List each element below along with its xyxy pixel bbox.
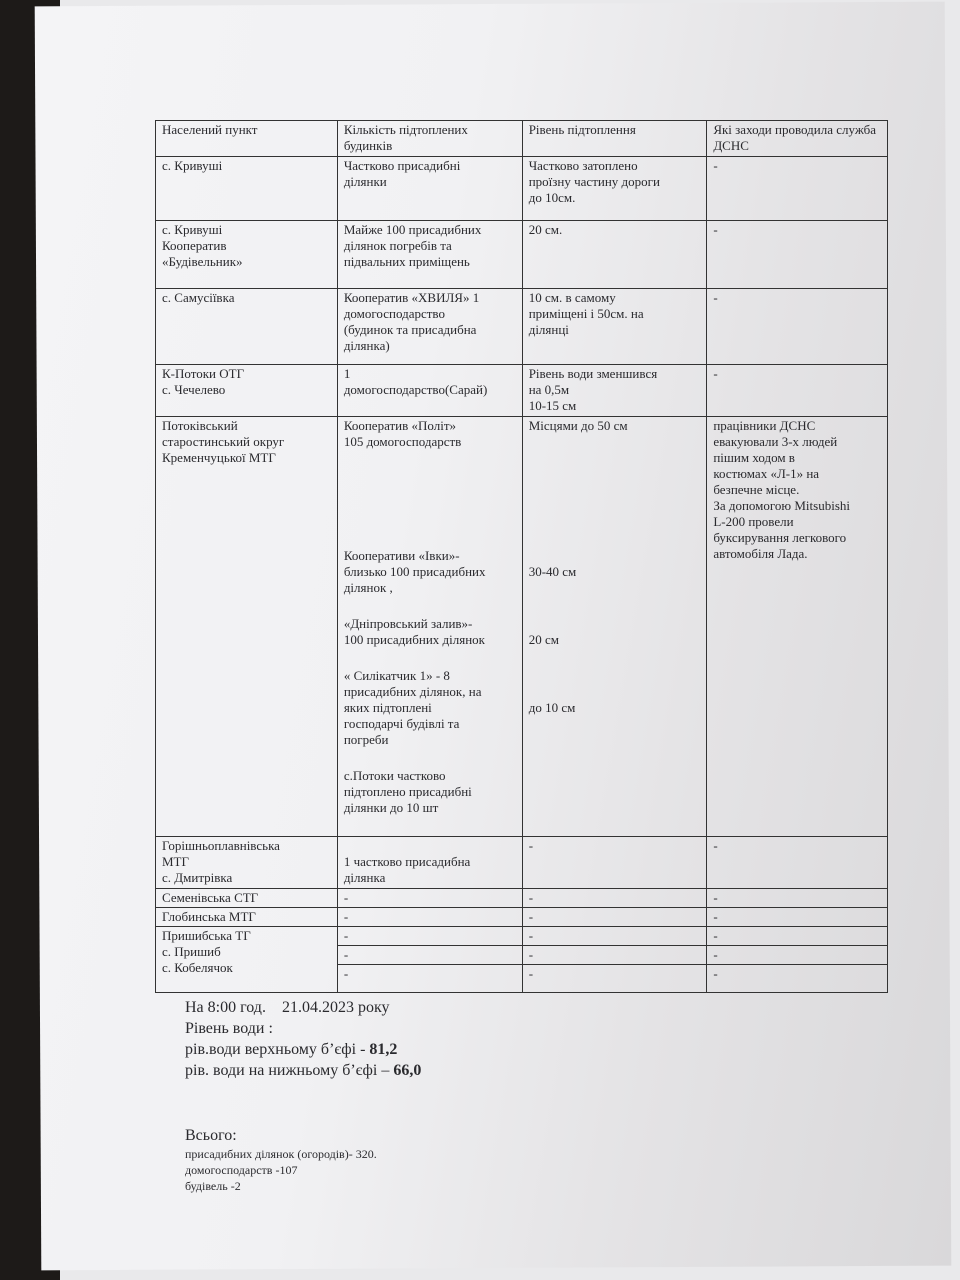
table-row-potoky [156, 417, 888, 837]
cell-level: - [522, 908, 707, 927]
cell-count: Майже 100 присадибних ділянок погребів та підвальних приміщень [337, 221, 522, 289]
lower-level-value: 66,0 [393, 1062, 422, 1079]
header-cell: Які заходи проводила служба ДСНС [707, 121, 888, 157]
cell-actions: - [707, 965, 888, 993]
cell-actions: - [707, 927, 888, 946]
count-block: Кооператив «Політ» 105 домогосподарств [343, 418, 462, 449]
cell-actions: - [707, 889, 888, 908]
header-cell: Кількість підтоплених будинків [337, 121, 522, 157]
upper-level-value: 81,2 [369, 1041, 398, 1058]
cell-place: К-Потоки ОТГ с. Чечелево [156, 365, 338, 417]
table-row [156, 289, 888, 365]
total-buildings: будівель -2 [185, 1179, 241, 1193]
cell-count: 1 домогосподарство(Сарай) [337, 365, 522, 417]
lower-level [185, 1060, 888, 1081]
cell-place: с. Кривуші [156, 157, 338, 221]
cell-actions: - [707, 221, 888, 289]
count-block: Кооперативи «Івки»- близько 100 присадибних ділянок , [343, 548, 486, 595]
count-block: «Дніпровський залив»- 100 присадибних ділянок [343, 616, 485, 647]
table-row [156, 365, 888, 417]
total-households: домогосподарств -107 [185, 1163, 298, 1177]
table-row [156, 221, 888, 289]
cell-actions: - [707, 837, 888, 889]
cell-level: - [522, 927, 707, 946]
level-block: 30-40 см [528, 564, 577, 579]
flood-table [155, 120, 888, 993]
cell-actions: - [707, 157, 888, 221]
cell-place: Глобинська МТГ [156, 908, 338, 927]
upper-level [185, 1039, 888, 1060]
cell-place: Пришибська ТГ с. Пришиб с. Кобелячок [156, 927, 338, 993]
table-row [156, 837, 888, 889]
cell-level: Рівень води зменшився на 0,5м 10-15 см [522, 365, 707, 417]
cell-level: 20 см. [522, 221, 707, 289]
cell-level: - [522, 965, 707, 993]
cell-place: с. Самусіївка [156, 289, 338, 365]
upper-level-label: рів.води верхньому б’єфі - [185, 1041, 370, 1058]
total-plots: присадибних ділянок (огородів)- 320. [185, 1147, 377, 1161]
cell-level: - [522, 889, 707, 908]
cell-count: - [337, 965, 522, 993]
cell-level [522, 417, 707, 837]
cell-count: - [337, 889, 522, 908]
level-block: Місцями до 50 см [528, 418, 628, 433]
document-content [155, 120, 888, 1194]
cell-count [337, 417, 522, 837]
cell-count: Частково присадибні ділянки [337, 157, 522, 221]
water-level-label: Рівень води : [185, 1020, 273, 1037]
cell-count: - [337, 946, 522, 965]
report-time: На 8:00 год. 21.04.2023 року [185, 999, 390, 1016]
lower-level-label: рів. води на нижньому б’єфі – [185, 1062, 394, 1079]
cell-count: - [337, 908, 522, 927]
total-label: Всього: [185, 1127, 237, 1144]
cell-actions: - [707, 289, 888, 365]
cell-place: Потоківський старостинський округ Кременчуцької МТГ [156, 417, 338, 837]
cell-actions: - [707, 365, 888, 417]
table-row [156, 157, 888, 221]
header-cell: Населений пункт [156, 121, 338, 157]
table-header-row [156, 121, 888, 157]
count-block: с.Потоки частково підтоплено присадибні ділянки до 10 шт [343, 768, 472, 815]
level-block: до 10 см [528, 700, 576, 715]
cell-level: 10 см. в самому приміщені і 50см. на ділянці [522, 289, 707, 365]
cell-place: Горішньоплавнівська МТГ с. Дмитрівка [156, 837, 338, 889]
table-row [156, 889, 888, 908]
cell-level: - [522, 837, 707, 889]
cell-actions: - [707, 908, 888, 927]
cell-actions: - [707, 946, 888, 965]
header-cell: Рівень підтоплення [522, 121, 707, 157]
cell-level: Частково затоплено проїзну частину дороги до 10см. [522, 157, 707, 221]
cell-actions: працівники ДСНС евакуювали 3-х людей пішим ходом в костюмах «Л-1» на безпечне місце. За допомогою Mitsubishi L-200 провели буксирування легкового автомобіля Лада. [707, 417, 888, 837]
table-row [156, 927, 888, 946]
footer-notes [185, 997, 888, 1194]
cell-level: - [522, 946, 707, 965]
cell-count: Кооператив «ХВИЛЯ» 1 домогосподарство (будинок та присадибна ділянка) [337, 289, 522, 365]
cell-place: с. Кривуші Кооператив «Будівельник» [156, 221, 338, 289]
cell-place: Семенівська СТГ [156, 889, 338, 908]
level-block: 20 см [528, 632, 559, 647]
cell-count: 1 частково присадибна ділянка [337, 837, 522, 889]
count-block: « Силікатчик 1» - 8 присадибних ділянок, на яких підтоплені господарчі будівлі та погреби [343, 668, 482, 747]
table-row [156, 908, 888, 927]
cell-count: - [337, 927, 522, 946]
